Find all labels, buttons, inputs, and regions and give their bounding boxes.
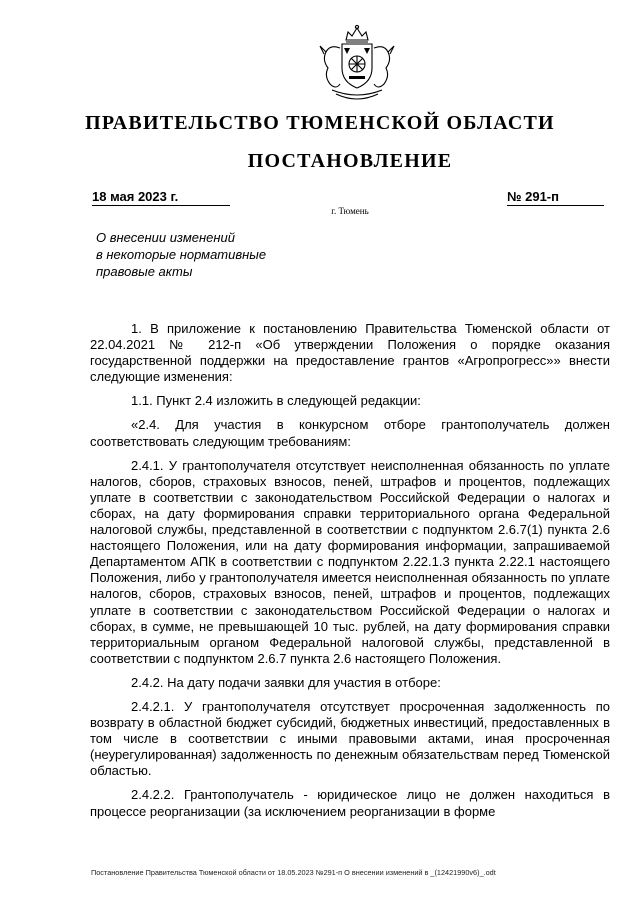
subject-line: О внесении изменений xyxy=(96,230,235,245)
body-paragraph: 2.4.2. На дату подачи заявки для участия в отборе: xyxy=(131,674,441,690)
coat-of-arms-icon xyxy=(314,24,400,104)
body-paragraph: 1.1. Пункт 2.4 изложить в следующей редакции: xyxy=(131,393,421,409)
document-type: ПОСТАНОВЛЕНИЕ xyxy=(247,150,453,172)
document-footer: Постановление Правительства Тюменской области от 18.05.2023 №291-п О внесении изменений в _(12421990v6)_.odt xyxy=(91,868,496,877)
document-subject xyxy=(96,229,316,280)
subject-line: в некоторые нормативные xyxy=(96,247,267,262)
body-paragraph: «2.4. Для участия в конкурсном отборе грантополучатель должен соответствовать следующим требованиям: xyxy=(90,417,610,449)
body-paragraph: 2.4.2.1. У грантополучателя отсутствует просроченная задолженность по возврату в областной бюджет субсидий, бюджетных инвестиций, предоставленных в том числе в соответствии с иными правовыми актами, иная просроченная (неурегулированная) задолженность по денежным обязательствам перед Тюменской областью. xyxy=(90,698,610,779)
document-date: 18 мая 2023 г. xyxy=(92,189,230,206)
body-paragraph: 2.4.1. У грантополучателя отсутствует неисполненная обязанность по уплате налогов, сборов, страховых взносов, пеней, штрафов и процентов, подлежащих уплате в соответствии с законодательством Российской Федерации о налогах и сборах, на дату формирования справки территориального органа Федеральной налоговой службы, представленной в соответствии с подпунктом 2.6.7(1) пункта 2.6 настоящего Положения, или на дату формирования информации, запрашиваемой Департаментом АПК в соответствии с подпунктом 2.22.1.3 пункта 2.22.1 настоящего Положения, либо у грантополучателя имеется неисполненная обязанность по уплате налогов, сборов, страховых взносов, пеней, штрафов и процентов, подлежащих уплате в соответствии с законодательством Российской Федерации о налогах и сборах, в сумме, не превышающей 10 тыс. рублей, на дату формирования справки территориальным органом Федеральной налоговой службы, представленной в соответствии с подпунктом 2.6.7 пункта 2.6 настоящего Положения. xyxy=(90,457,610,666)
document-number: № 291-п xyxy=(507,189,604,206)
document-body xyxy=(90,321,610,828)
subject-line: правовые акты xyxy=(96,264,193,279)
organization-title: ПРАВИТЕЛЬСТВО ТЮМЕНСКОЙ ОБЛАСТИ xyxy=(85,112,555,134)
document-city: г. Тюмень xyxy=(331,206,369,216)
body-paragraph: 2.4.2.2. Грантополучатель - юридическое лицо не должен находиться в процессе реорганизации (за исключением реорганизации в форме xyxy=(90,787,610,819)
body-paragraph: 1. В приложение к постановлению Правительства Тюменской области от 22.04.2021 № 212-п «Об утверждении Положения о порядке оказания государственной поддержки на предоставление грантов «Агропрогресс»» внести следующие изменения: xyxy=(90,321,610,385)
